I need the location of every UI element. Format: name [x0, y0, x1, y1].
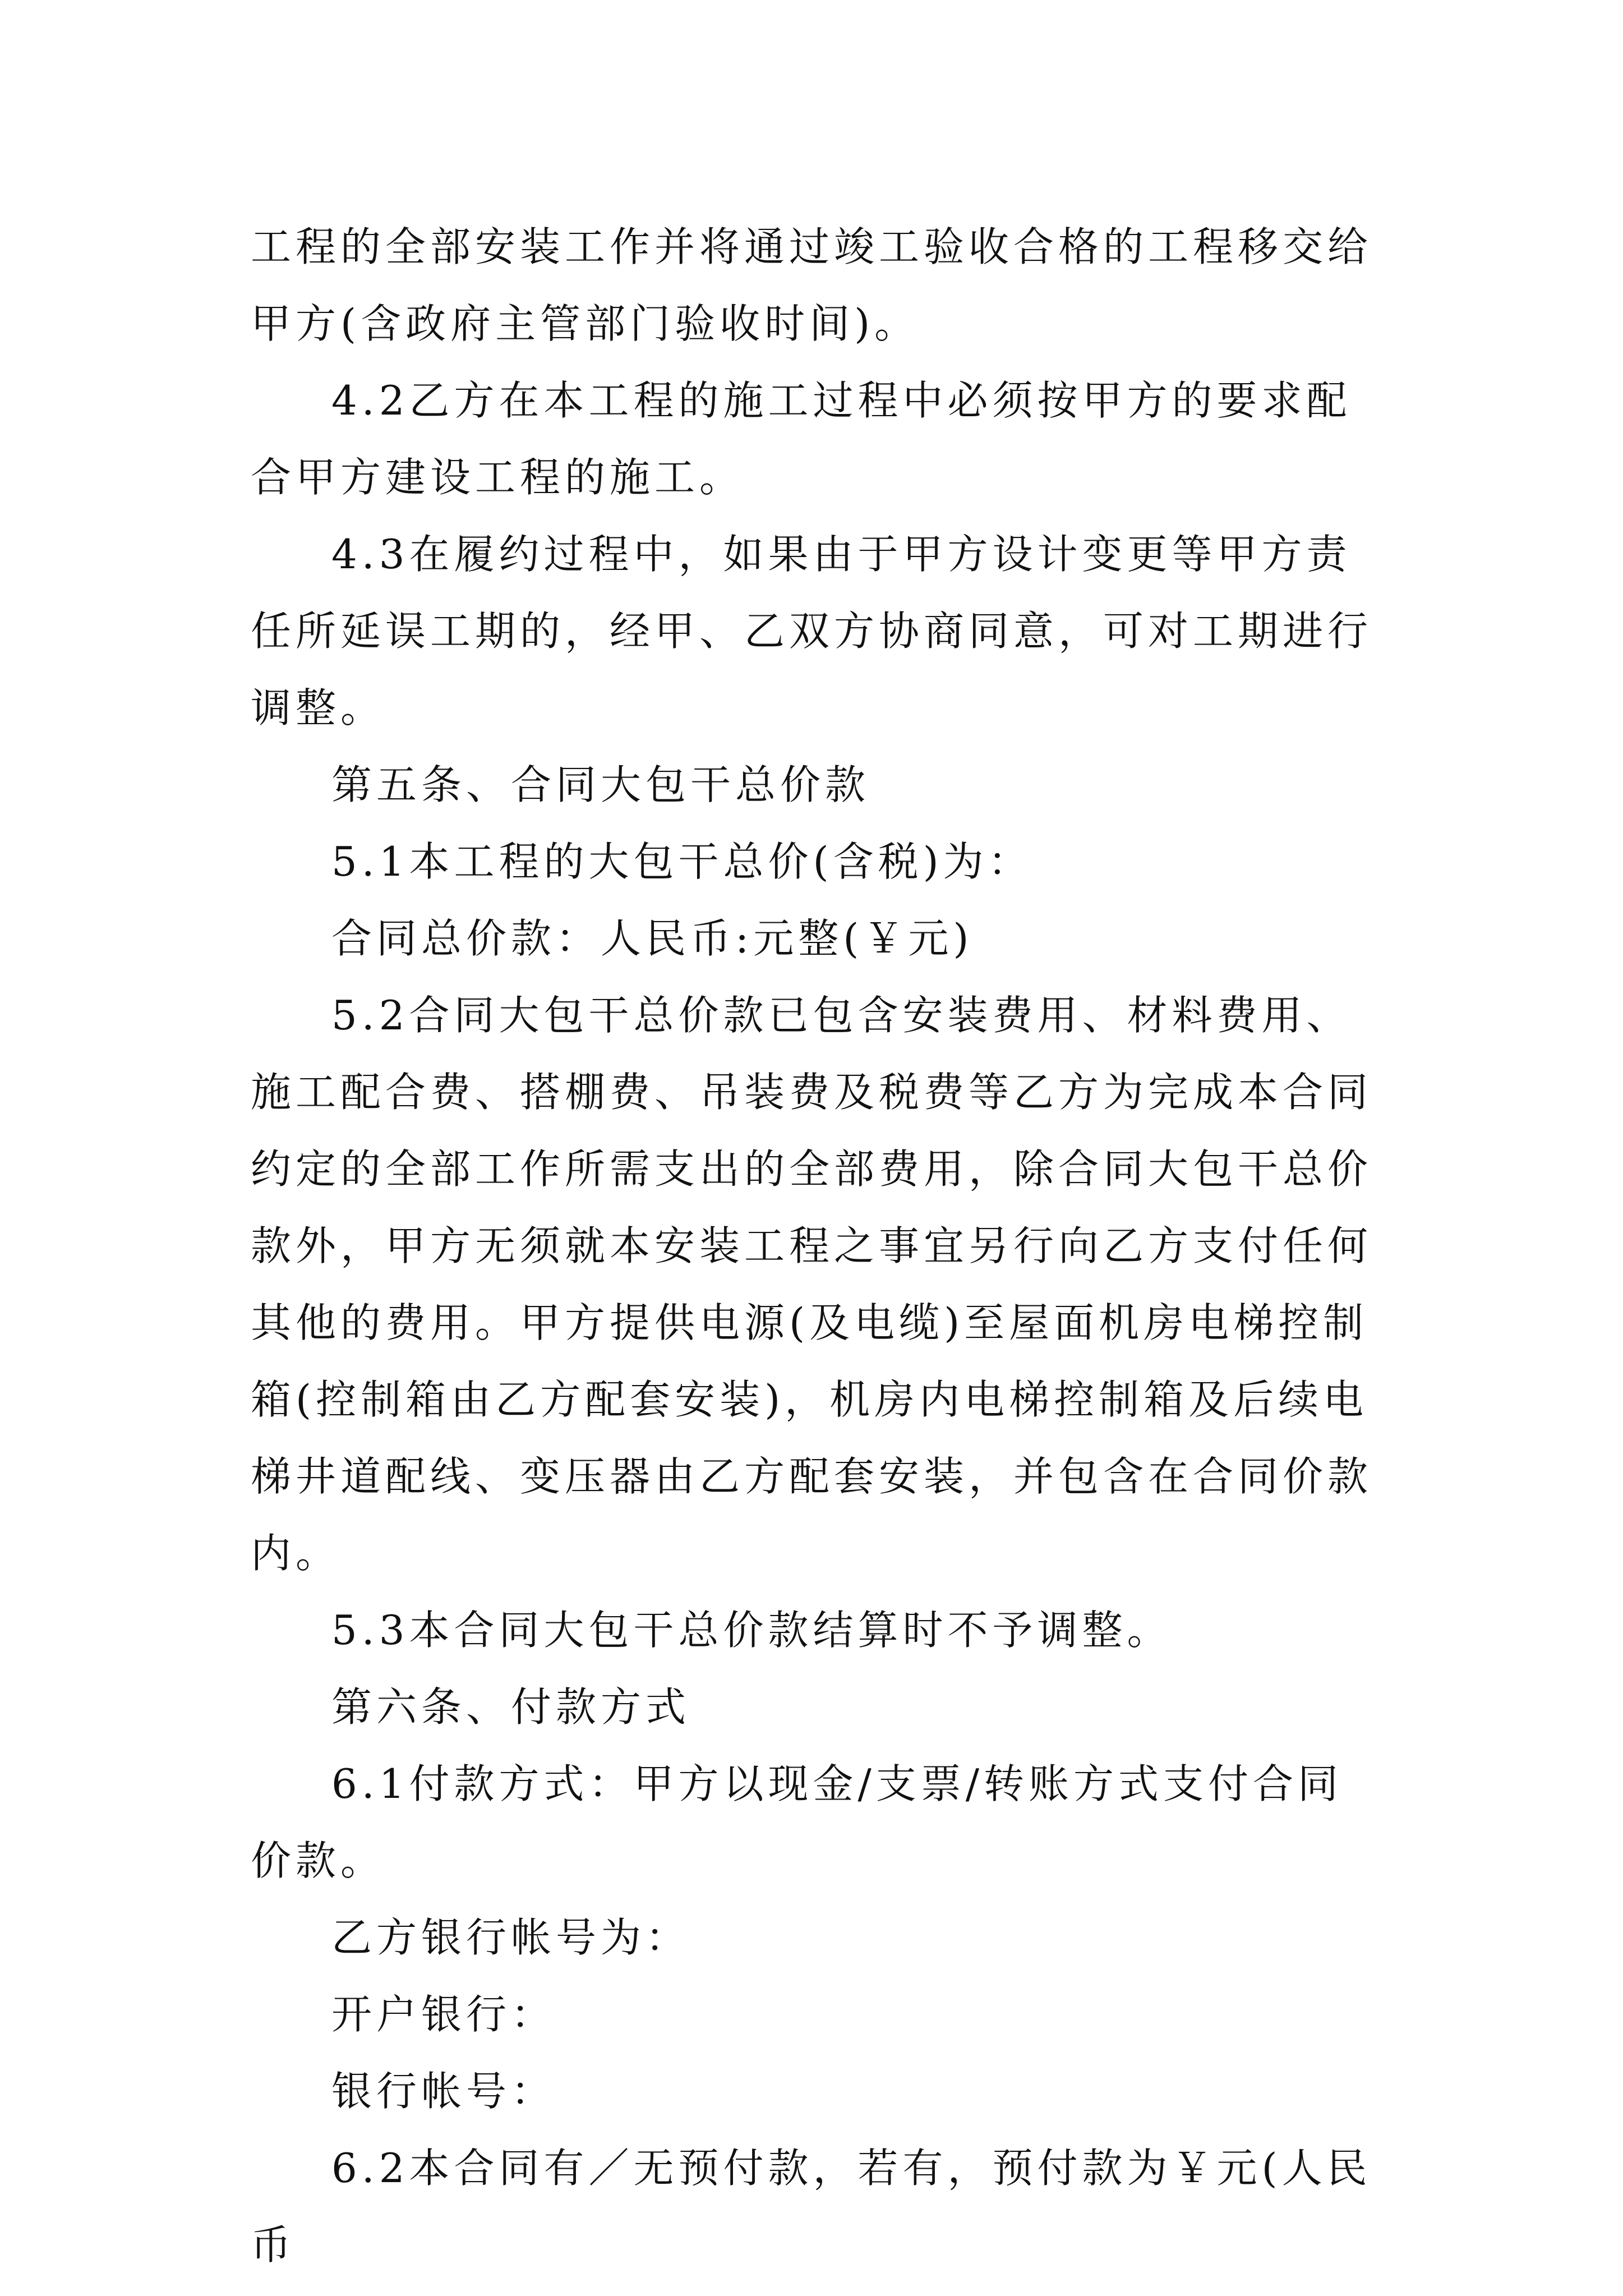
paragraph-continuation: 工程的全部安装工作并将通过竣工验收合格的工程移交给甲方(含政府主管部门验收时间)。	[251, 223, 1373, 347]
clause-5-3: 5.3本合同大包干总价款结算时不予调整。	[331, 1607, 1172, 1654]
clause-5-1: 5.1本工程的大包干总价(含税)为：	[331, 838, 1033, 885]
bank-account-label: 乙方银行帐号为：	[331, 1914, 691, 1961]
article-6-heading: 第六条、付款方式	[331, 1683, 691, 1731]
bank-name-field: 开户银行：	[331, 1991, 556, 2038]
clause-6-2: 6.2本合同有／无预付款，若有，预付款为￥元(人民币	[251, 2145, 1372, 2269]
contract-total-price: 合同总价款：人民币:元整(￥元)	[331, 915, 974, 962]
clause-4-2: 4.2乙方在本工程的施工过程中必须按甲方的要求配合甲方建设工程的施工。	[251, 377, 1352, 501]
article-5-heading: 第五条、合同大包干总价款	[331, 761, 870, 808]
clause-5-2: 5.2合同大包干总价款已包含安装费用、材料费用、施工配合费、搭棚费、吊装费及税费等乙方为完成本合同约定的全部工作所需支出的全部费用，除合同大包干总价款外，甲方无须就本安装工程之事宜另行向乙方支付任何其他的费用。甲方提供电源(及电缆)至屋面机房电梯控制箱(控制箱由乙方配套安装)，机房内电梯控制箱及后续电梯井道配线、变压器由乙方配套安装，并包含在合同价款内。	[251, 992, 1373, 1577]
document-body	[251, 209, 1378, 2284]
clause-6-1: 6.1付款方式：甲方以现金/支票/转账方式支付合同价款。	[251, 1760, 1343, 1884]
clause-4-3: 4.3在履约过程中，如果由于甲方设计变更等甲方责任所延误工期的，经甲、乙双方协商同意，可对工期进行调整。	[251, 531, 1373, 731]
account-number-field: 银行帐号：	[331, 2068, 556, 2115]
